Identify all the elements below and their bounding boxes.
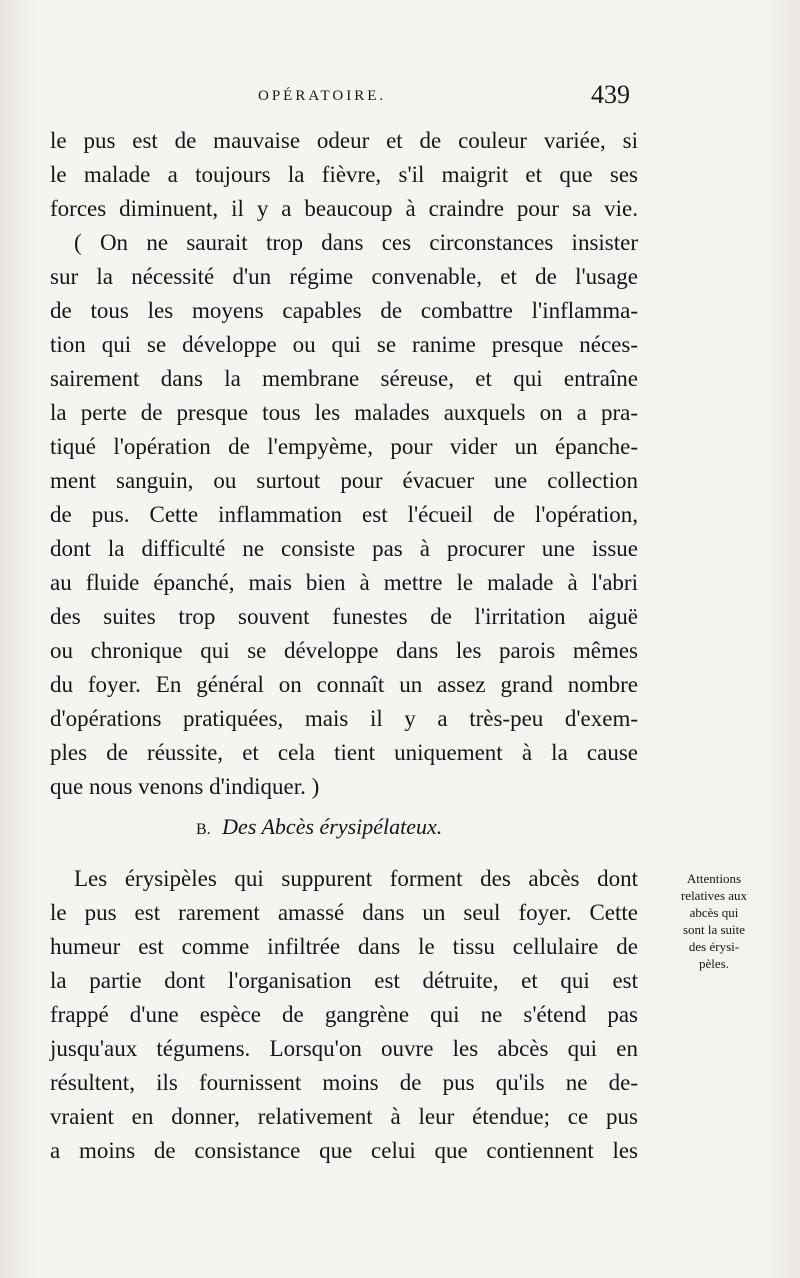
text-line: des suites trop souvent funestes de l'irritation aiguë <box>50 604 638 629</box>
text-line: forces diminuent, il y a beaucoup à craindre pour sa vie. <box>50 196 638 221</box>
text-line: ou chronique qui se développe dans les parois mêmes <box>50 638 638 663</box>
body-text-bottom <box>50 862 638 1168</box>
text-line: a moins de consistance que celui que contiennent les <box>50 1138 638 1163</box>
text-line: frappé d'une espèce de gangrène qui ne s'étend pas <box>50 1002 638 1027</box>
text-line: humeur est comme infiltrée dans le tissu cellulaire de <box>50 934 638 959</box>
page-number: 439 <box>591 80 630 109</box>
text-line: d'opérations pratiquées, mais il y a très-peu d'exem- <box>50 706 638 731</box>
section-heading <box>196 814 442 840</box>
text-line: ment sanguin, ou surtout pour évacuer une collection <box>50 468 638 493</box>
marginal-note-line: Attentions <box>686 871 742 886</box>
text-line: sur la nécessité d'un régime convenable, et de l'usage <box>50 264 638 289</box>
marginal-note <box>660 870 768 972</box>
text-line: ( On ne saurait trop dans ces circonstances insister <box>74 230 638 255</box>
body-text-top <box>50 124 638 804</box>
text-line: le pus est rarement amassé dans un seul foyer. Cette <box>50 900 638 925</box>
marginal-note-line: des érysi- <box>688 939 740 954</box>
section-letter: B. <box>196 821 211 838</box>
text-line: au fluide épanché, mais bien à mettre le malade à l'abri <box>50 570 638 595</box>
text-line: la perte de presque tous les malades auxquels on a pra- <box>50 400 638 425</box>
text-line: de tous les moyens capables de combattre l'inflamma- <box>50 298 638 323</box>
text-line: Les érysipèles qui suppurent forment des abcès dont <box>74 866 638 891</box>
text-line: résultent, ils fournissent moins de pus qu'ils ne de- <box>50 1070 638 1095</box>
marginal-note-line: pèles. <box>699 956 729 971</box>
text-line: tion qui se développe ou qui se ranime presque néces- <box>50 332 638 357</box>
running-head: OPÉRATOIRE. <box>258 88 387 104</box>
text-line: sairement dans la membrane séreuse, et qui entraîne <box>50 366 638 391</box>
marginal-note-line: relatives aux <box>680 888 748 903</box>
text-line: le pus est de mauvaise odeur et de couleur variée, si <box>50 128 638 153</box>
text-line: tiqué l'opération de l'empyème, pour vider un épanche- <box>50 434 638 459</box>
text-line: que nous venons d'indiquer. ) <box>50 774 320 799</box>
text-line: vraient en donner, relativement à leur étendue; ce pus <box>50 1104 638 1129</box>
text-line: de pus. Cette inflammation est l'écueil de l'opération, <box>50 502 638 527</box>
section-title: Des Abcès érysipélateux. <box>222 814 443 839</box>
text-line: dont la difficulté ne consiste pas à procurer une issue <box>50 536 638 561</box>
text-line: le malade a toujours la fièvre, s'il maigrit et que ses <box>50 162 638 187</box>
marginal-note-line: sont la suite <box>682 922 746 937</box>
marginal-note-line: abcès qui <box>689 905 739 920</box>
text-line: la partie dont l'organisation est détruite, et qui est <box>50 968 638 993</box>
text-line: du foyer. En général on connaît un assez grand nombre <box>50 672 638 697</box>
text-line: ples de réussite, et cela tient uniquement à la cause <box>50 740 638 765</box>
text-line: jusqu'aux tégumens. Lorsqu'on ouvre les abcès qui en <box>50 1036 638 1061</box>
